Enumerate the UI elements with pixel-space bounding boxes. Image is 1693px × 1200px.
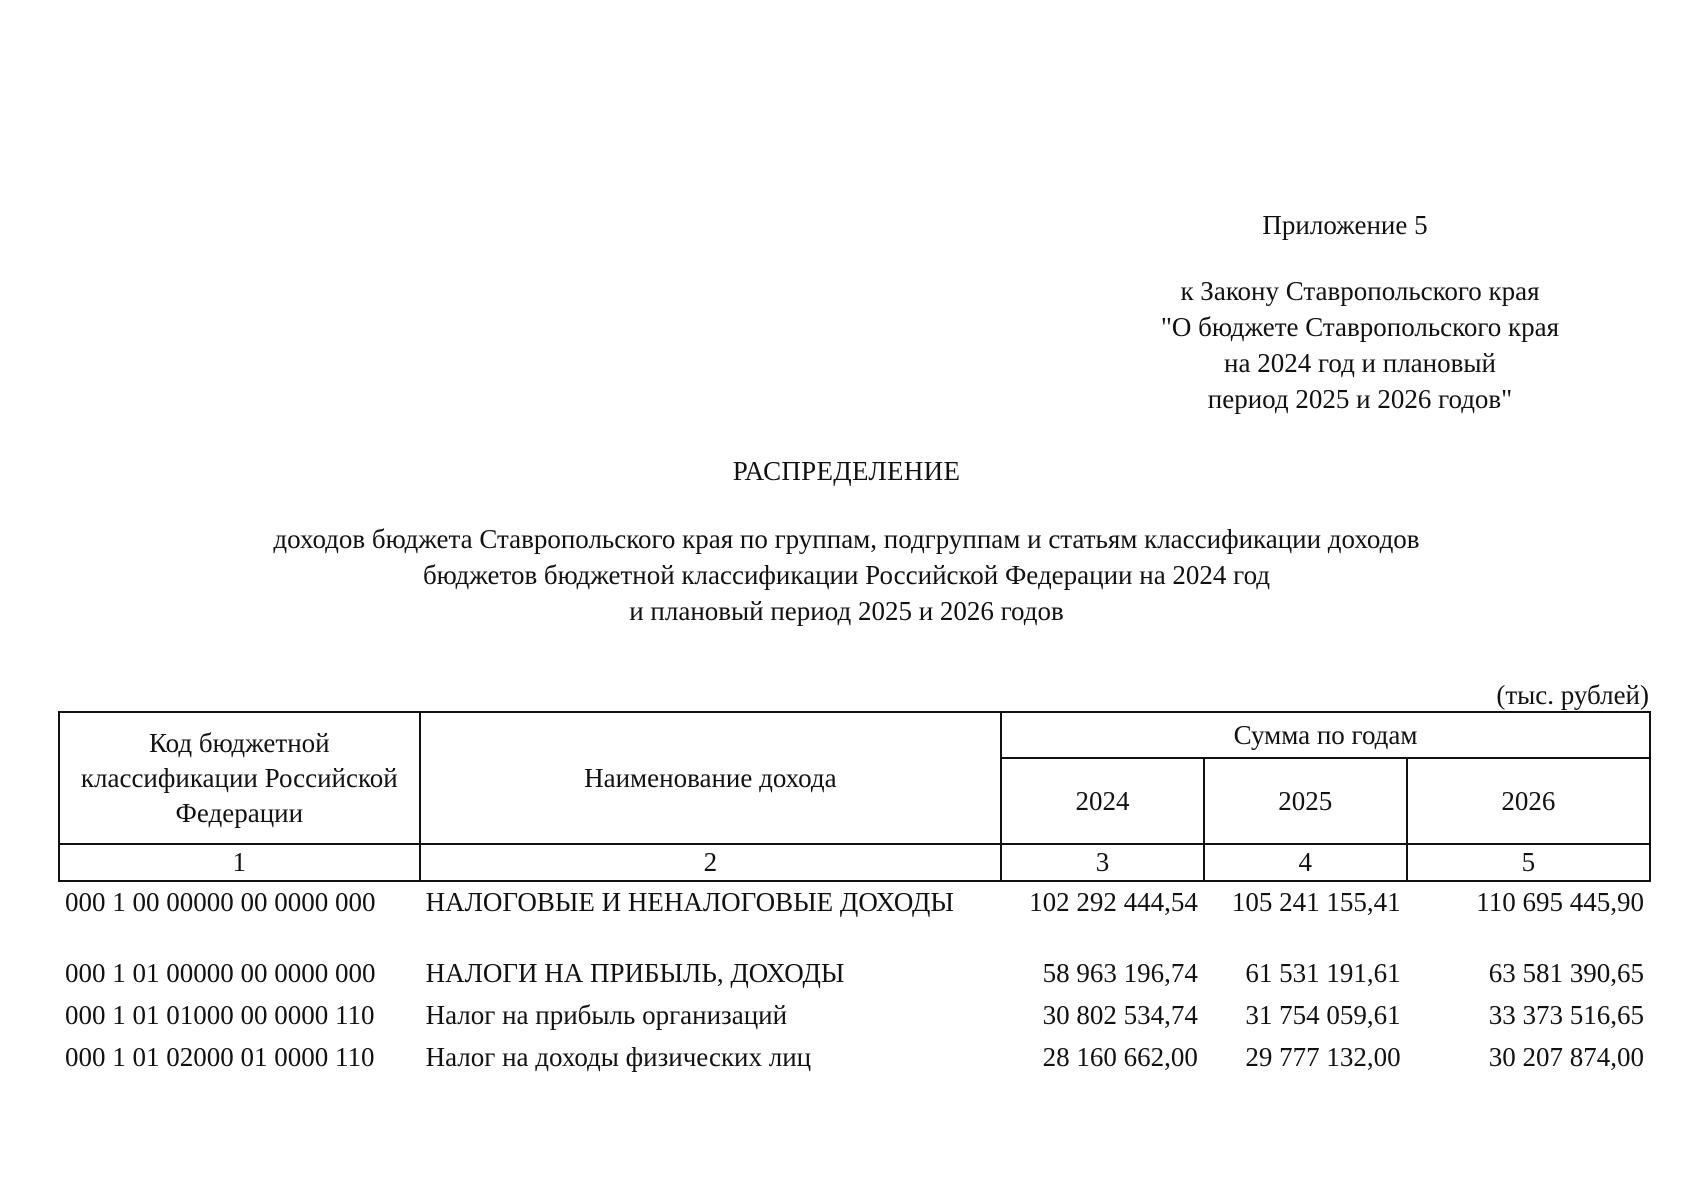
subtitle-line-1: доходов бюджета Ставропольского края по группам, подгруппам и статьям классификации доходов [273, 524, 1420, 554]
row-name: Налог на прибыль организаций [425, 999, 788, 1030]
table-row [59, 881, 1650, 922]
row-value-2024: 30 802 534,74 [1042, 999, 1198, 1030]
table-row [59, 994, 1650, 1036]
law-reference-line-4: период 2025 и 2026 годов" [1207, 384, 1513, 414]
units-label: (тыс. рублей) [1496, 680, 1649, 710]
header-sum-by-years: Сумма по годам [1001, 712, 1650, 758]
header-year-2024: 2024 [1001, 758, 1204, 844]
row-code: 000 1 01 02000 01 0000 110 [65, 1041, 375, 1072]
row-value-2024: 102 292 444,54 [1029, 886, 1198, 917]
row-value-2025: 61 531 191,61 [1245, 957, 1401, 988]
row-name: НАЛОГОВЫЕ И НЕНАЛОГОВЫЕ ДОХОДЫ [425, 886, 954, 917]
row-spacer [59, 922, 1650, 952]
row-value-2025: 29 777 132,00 [1245, 1041, 1401, 1072]
law-reference-line-1: к Закону Ставропольского края [1180, 276, 1540, 306]
budget-table [58, 711, 1651, 1078]
row-code: 000 1 00 00000 00 0000 000 [65, 886, 376, 917]
header-code: Код бюджетной классификации Российской Федерации [59, 712, 420, 844]
row-name: НАЛОГИ НА ПРИБЫЛЬ, ДОХОДЫ [425, 957, 845, 988]
column-number-4: 4 [1204, 844, 1407, 881]
row-value-2025: 105 241 155,41 [1231, 886, 1401, 917]
row-value-2025: 31 754 059,61 [1245, 999, 1401, 1030]
column-number-1: 1 [59, 844, 420, 881]
table-row [59, 1036, 1650, 1078]
row-value-2026: 110 695 445,90 [1476, 886, 1644, 917]
header-year-2025: 2025 [1204, 758, 1407, 844]
column-number-3: 3 [1001, 844, 1204, 881]
column-number-5: 5 [1407, 844, 1650, 881]
law-reference-line-2: "О бюджете Ставропольского края [1160, 312, 1560, 342]
row-value-2026: 63 581 390,65 [1488, 957, 1644, 988]
appendix-label: Приложение 5 [1262, 210, 1428, 240]
row-name: Налог на доходы физических лиц [425, 1041, 812, 1072]
column-number-2: 2 [420, 844, 1002, 881]
row-value-2026: 33 373 516,65 [1488, 999, 1644, 1030]
subtitle-line-3: и плановый период 2025 и 2026 годов [629, 596, 1064, 626]
table-row [59, 952, 1650, 994]
row-code: 000 1 01 01000 00 0000 110 [65, 999, 375, 1030]
document-title: РАСПРЕДЕЛЕНИЕ [732, 456, 961, 486]
row-value-2024: 58 963 196,74 [1042, 957, 1198, 988]
subtitle-line-2: бюджетов бюджетной классификации Российской Федерации на 2024 год [422, 560, 1271, 590]
row-value-2024: 28 160 662,00 [1042, 1041, 1198, 1072]
law-reference-line-3: на 2024 год и плановый [1224, 348, 1496, 378]
header-name: Наименование дохода [420, 712, 1002, 844]
header-year-2026: 2026 [1407, 758, 1650, 844]
row-code: 000 1 01 00000 00 0000 000 [65, 957, 376, 988]
row-value-2026: 30 207 874,00 [1488, 1041, 1644, 1072]
